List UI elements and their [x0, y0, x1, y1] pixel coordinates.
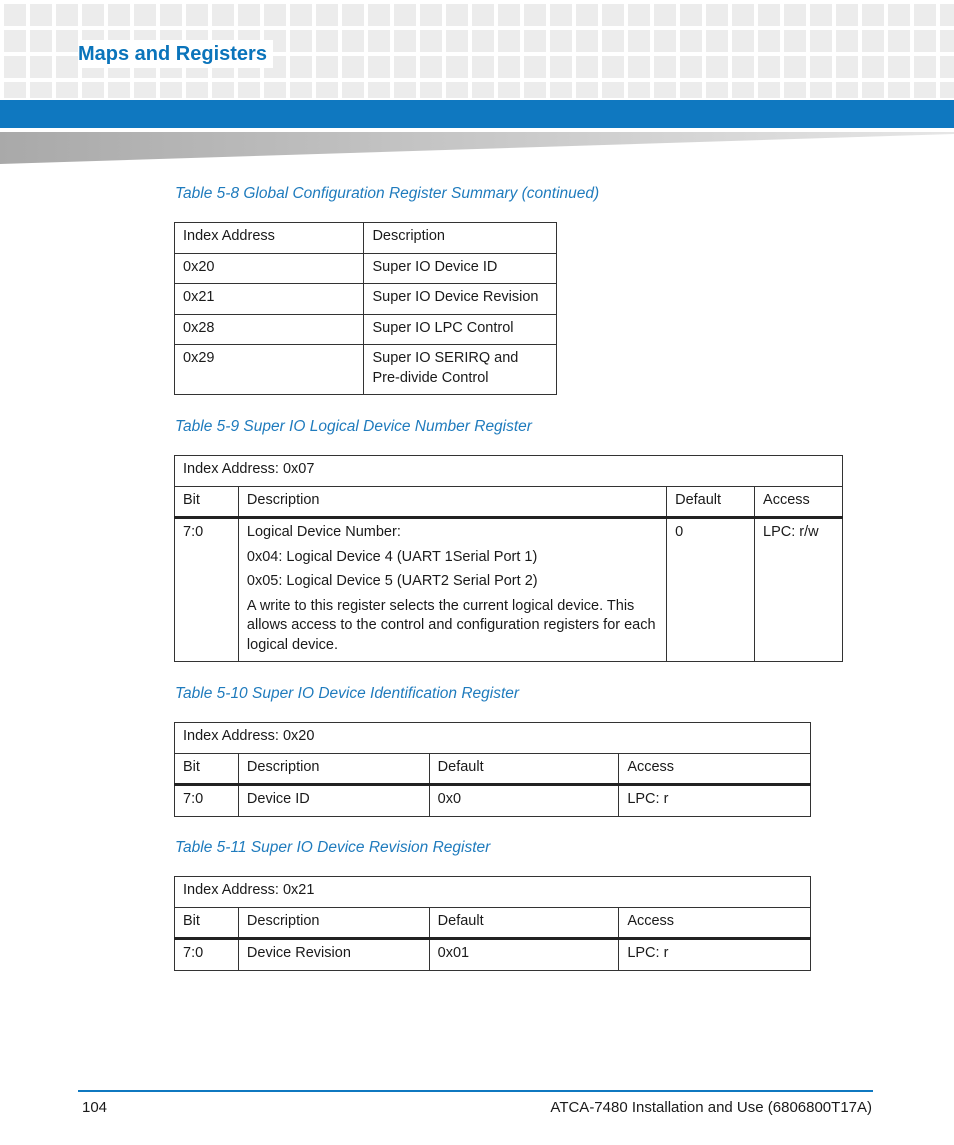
table-cell: Device ID	[238, 785, 429, 817]
header-cell: Bit	[175, 753, 239, 785]
document-title: ATCA-7480 Installation and Use (6806800T17A)	[550, 1099, 872, 1116]
header-blue-bar	[0, 100, 954, 128]
table-cell: 0x28	[175, 314, 364, 345]
table-cell: 0x01	[429, 939, 619, 971]
header-cell: Bit	[175, 486, 239, 518]
table-header-row	[175, 753, 811, 785]
table-5-11-caption: Table 5-11 Super IO Device Revision Register	[175, 839, 491, 856]
index-address-row	[175, 723, 811, 754]
header-cell: Default	[429, 907, 619, 939]
header-cell: Bit	[175, 907, 239, 939]
header-gray-wedge	[0, 132, 954, 164]
description-cell	[238, 518, 666, 662]
header-cell: Default	[429, 753, 619, 785]
table-cell: Super IO SERIRQ and Pre-divide Control	[364, 345, 557, 395]
table-5-8-caption: Table 5-8 Global Configuration Register Summary (continued)	[175, 185, 600, 202]
page-number: 104	[82, 1099, 108, 1116]
table-row	[175, 518, 843, 662]
index-address-row	[175, 456, 843, 487]
header-cell: Access	[755, 486, 843, 518]
table-row	[175, 284, 557, 315]
table-5-10	[174, 722, 811, 817]
section-title: Maps and Registers	[78, 40, 273, 68]
table-cell: Super IO Device ID	[364, 253, 557, 284]
footer-rule	[78, 1090, 873, 1092]
table-cell: LPC: r	[619, 785, 811, 817]
table-header-row	[175, 907, 811, 939]
table-5-9	[174, 455, 843, 662]
table-header-row	[175, 223, 557, 254]
default-cell: 0	[667, 518, 755, 662]
header-cell: Default	[667, 486, 755, 518]
bit-cell: 7:0	[175, 518, 239, 662]
header-cell: Description	[238, 753, 429, 785]
table-cell: Device Revision	[238, 939, 429, 971]
table-row	[175, 785, 811, 817]
table-cell: Super IO Device Revision	[364, 284, 557, 315]
index-address: Index Address: 0x20	[175, 723, 811, 754]
description-line: 0x04: Logical Device 4 (UART 1Serial Port 1)	[246, 548, 538, 565]
table-cell: 0x21	[175, 284, 364, 315]
table-cell: Super IO LPC Control	[364, 314, 557, 345]
description-line: 0x05: Logical Device 5 (UART2 Serial Port 2)	[246, 573, 538, 589]
table-5-9-caption: Table 5-9 Super IO Logical Device Number Register	[175, 418, 532, 435]
table-5-10-caption: Table 5-10 Super IO Device Identification Register	[175, 685, 520, 702]
table-cell: 0x20	[175, 253, 364, 284]
description-line: A write to this register selects the current logical device. This allows access to the control and configuration registers for each logical device.	[246, 597, 656, 653]
table-cell: 0x0	[429, 785, 619, 817]
index-address: Index Address: 0x21	[175, 877, 811, 908]
table-cell: 7:0	[175, 939, 239, 971]
table-cell: LPC: r	[619, 939, 811, 971]
table-row	[175, 345, 557, 395]
header-cell: Description	[238, 486, 666, 518]
description-line: Logical Device Number:	[246, 524, 401, 540]
header-cell: Index Address	[175, 223, 364, 254]
index-address-row	[175, 877, 811, 908]
header-cell: Access	[619, 907, 811, 939]
header-cell: Description	[364, 223, 557, 254]
index-address: Index Address: 0x07	[175, 456, 843, 487]
access-cell: LPC: r/w	[755, 518, 843, 662]
table-5-8	[174, 222, 557, 395]
table-5-11	[174, 876, 811, 971]
table-row	[175, 253, 557, 284]
header-cell: Description	[238, 907, 429, 939]
table-cell: 7:0	[175, 785, 239, 817]
header-cell: Access	[619, 753, 811, 785]
table-row	[175, 314, 557, 345]
table-row	[175, 939, 811, 971]
table-cell: 0x29	[175, 345, 364, 395]
table-header-row	[175, 486, 843, 518]
